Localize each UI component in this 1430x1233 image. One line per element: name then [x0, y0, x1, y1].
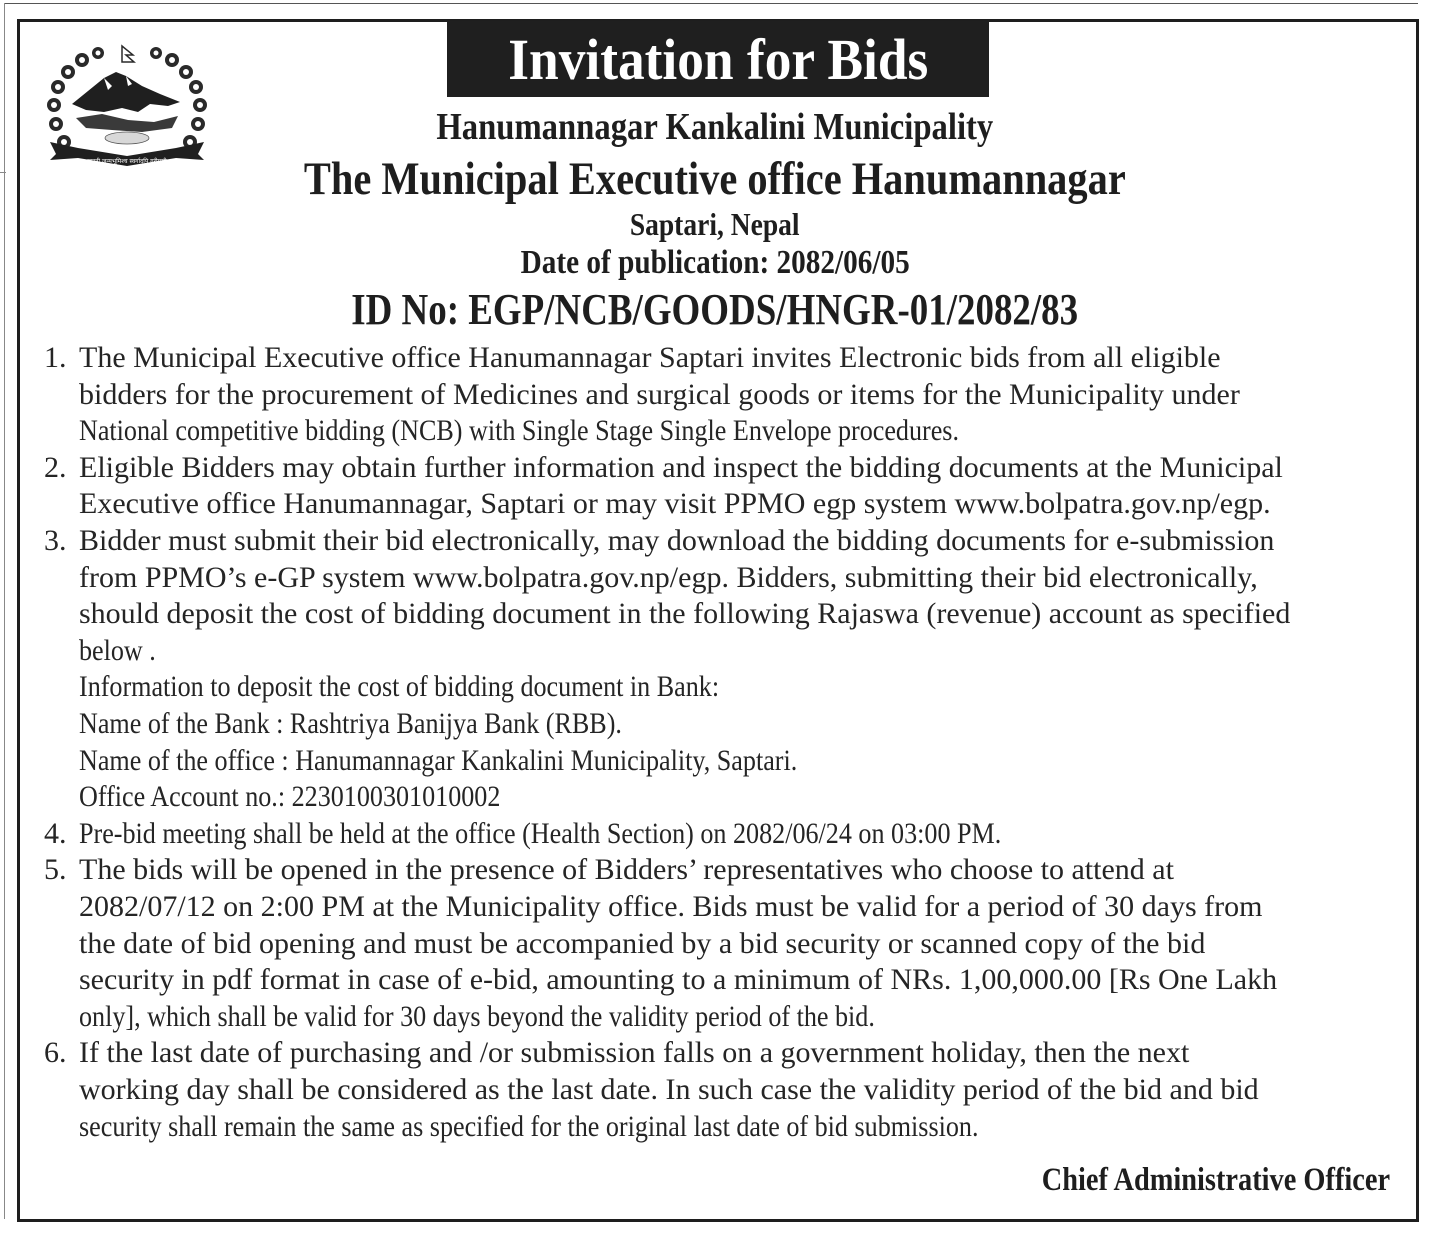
item-line: 2082/07/12 on 2:00 PM at the Municipality office. Bids must be valid for a period of 30 days from — [79, 890, 1263, 923]
item-line: Bidder must submit their bid electronically, may download the bidding documents for e-submission — [79, 524, 1275, 557]
item-line: working day shall be considered as the last date. In such case the validity period of the bid and bid — [79, 1073, 1259, 1106]
item-line: Eligible Bidders may obtain further information and inspect the bidding documents at the Municipal — [79, 450, 1283, 484]
item-line: security shall remain the same as specified for the original last date of bid submission. — [79, 1109, 979, 1143]
location: Saptari, Nepal — [630, 206, 800, 242]
item-number: 4. — [44, 816, 67, 850]
item-line: security in pdf format in case of e-bid, amounting to a minimum of NRs. 1,00,000.00 [Rs One Lakh — [79, 963, 1278, 997]
svg-text:जननी जन्मभूमिश्च स्वर्गादपि गर: जननी जन्मभूमिश्च स्वर्गादपि गरीयसी — [87, 158, 167, 165]
item-number: 6. — [44, 1036, 67, 1070]
title-banner — [447, 21, 989, 97]
item-line: from PPMO’s e-GP system www.bolpatra.gov.np/egp. Bidders, submitting their bid electronically, — [79, 560, 1258, 594]
item-line: Pre-bid meeting shall be held at the office (Health Section) on 2082/06/24 on 03:00 PM. — [79, 816, 1002, 850]
item-line: only], which shall be valid for 30 days beyond the validity period of the bid. — [79, 999, 875, 1033]
outer-frame-left — [4, 3, 5, 1219]
item-line: Name of the Bank : Rashtriya Banijya Bank (RBB). — [79, 707, 622, 740]
signatory: Chief Administrative Officer — [1041, 1162, 1390, 1198]
municipality-name: Hanumannagar Kankalini Municipality — [436, 106, 994, 148]
item-line: The bids will be opened in the presence of Bidders’ representatives who choose to attend at — [79, 853, 1174, 887]
outer-frame-top — [4, 3, 1418, 4]
item-line: National competitive bidding (NCB) with Single Stage Single Envelope procedures. — [79, 414, 959, 448]
item-line: Information to deposit the cost of bidding document in Bank: — [79, 670, 720, 704]
item-line: below . — [79, 633, 156, 667]
frame-tick — [0, 172, 6, 173]
item-line: bidders for the procurement of Medicines and surgical goods or items for the Municipality under — [79, 377, 1240, 411]
publication-date: Date of publication: 2082/06/05 — [520, 244, 910, 281]
item-line: should deposit the cost of bidding document in the following Rajaswa (revenue) account as specified — [79, 597, 1291, 631]
item-number: 1. — [44, 341, 67, 374]
item-line: the date of bid opening and must be accompanied by a bid security or scanned copy of the bid — [79, 926, 1206, 960]
id-number: ID No: EGP/NCB/GOODS/HNGR-01/2082/83 — [351, 285, 1079, 334]
office-name: The Municipal Executive office Hanumannagar — [304, 153, 1126, 205]
notice-title: Invitation for Bids — [507, 26, 929, 92]
item-number: 2. — [44, 450, 67, 484]
item-line: Office Account no.: 2230100301010002 — [79, 780, 501, 814]
item-line: The Municipal Executive office Hanumannagar Saptari invites Electronic bids from all eligible — [79, 341, 1221, 374]
item-line: Executive office Hanumannagar, Saptari or may visit PPMO egp system www.bolpatra.gov.np/egp. — [79, 487, 1271, 521]
item-line: If the last date of purchasing and /or submission falls on a government holiday, then the next — [79, 1036, 1190, 1070]
item-line: Name of the office : Hanumannagar Kankalini Municipality, Saptari. — [79, 743, 798, 777]
item-number: 3. — [44, 524, 67, 557]
item-number: 5. — [44, 853, 67, 887]
